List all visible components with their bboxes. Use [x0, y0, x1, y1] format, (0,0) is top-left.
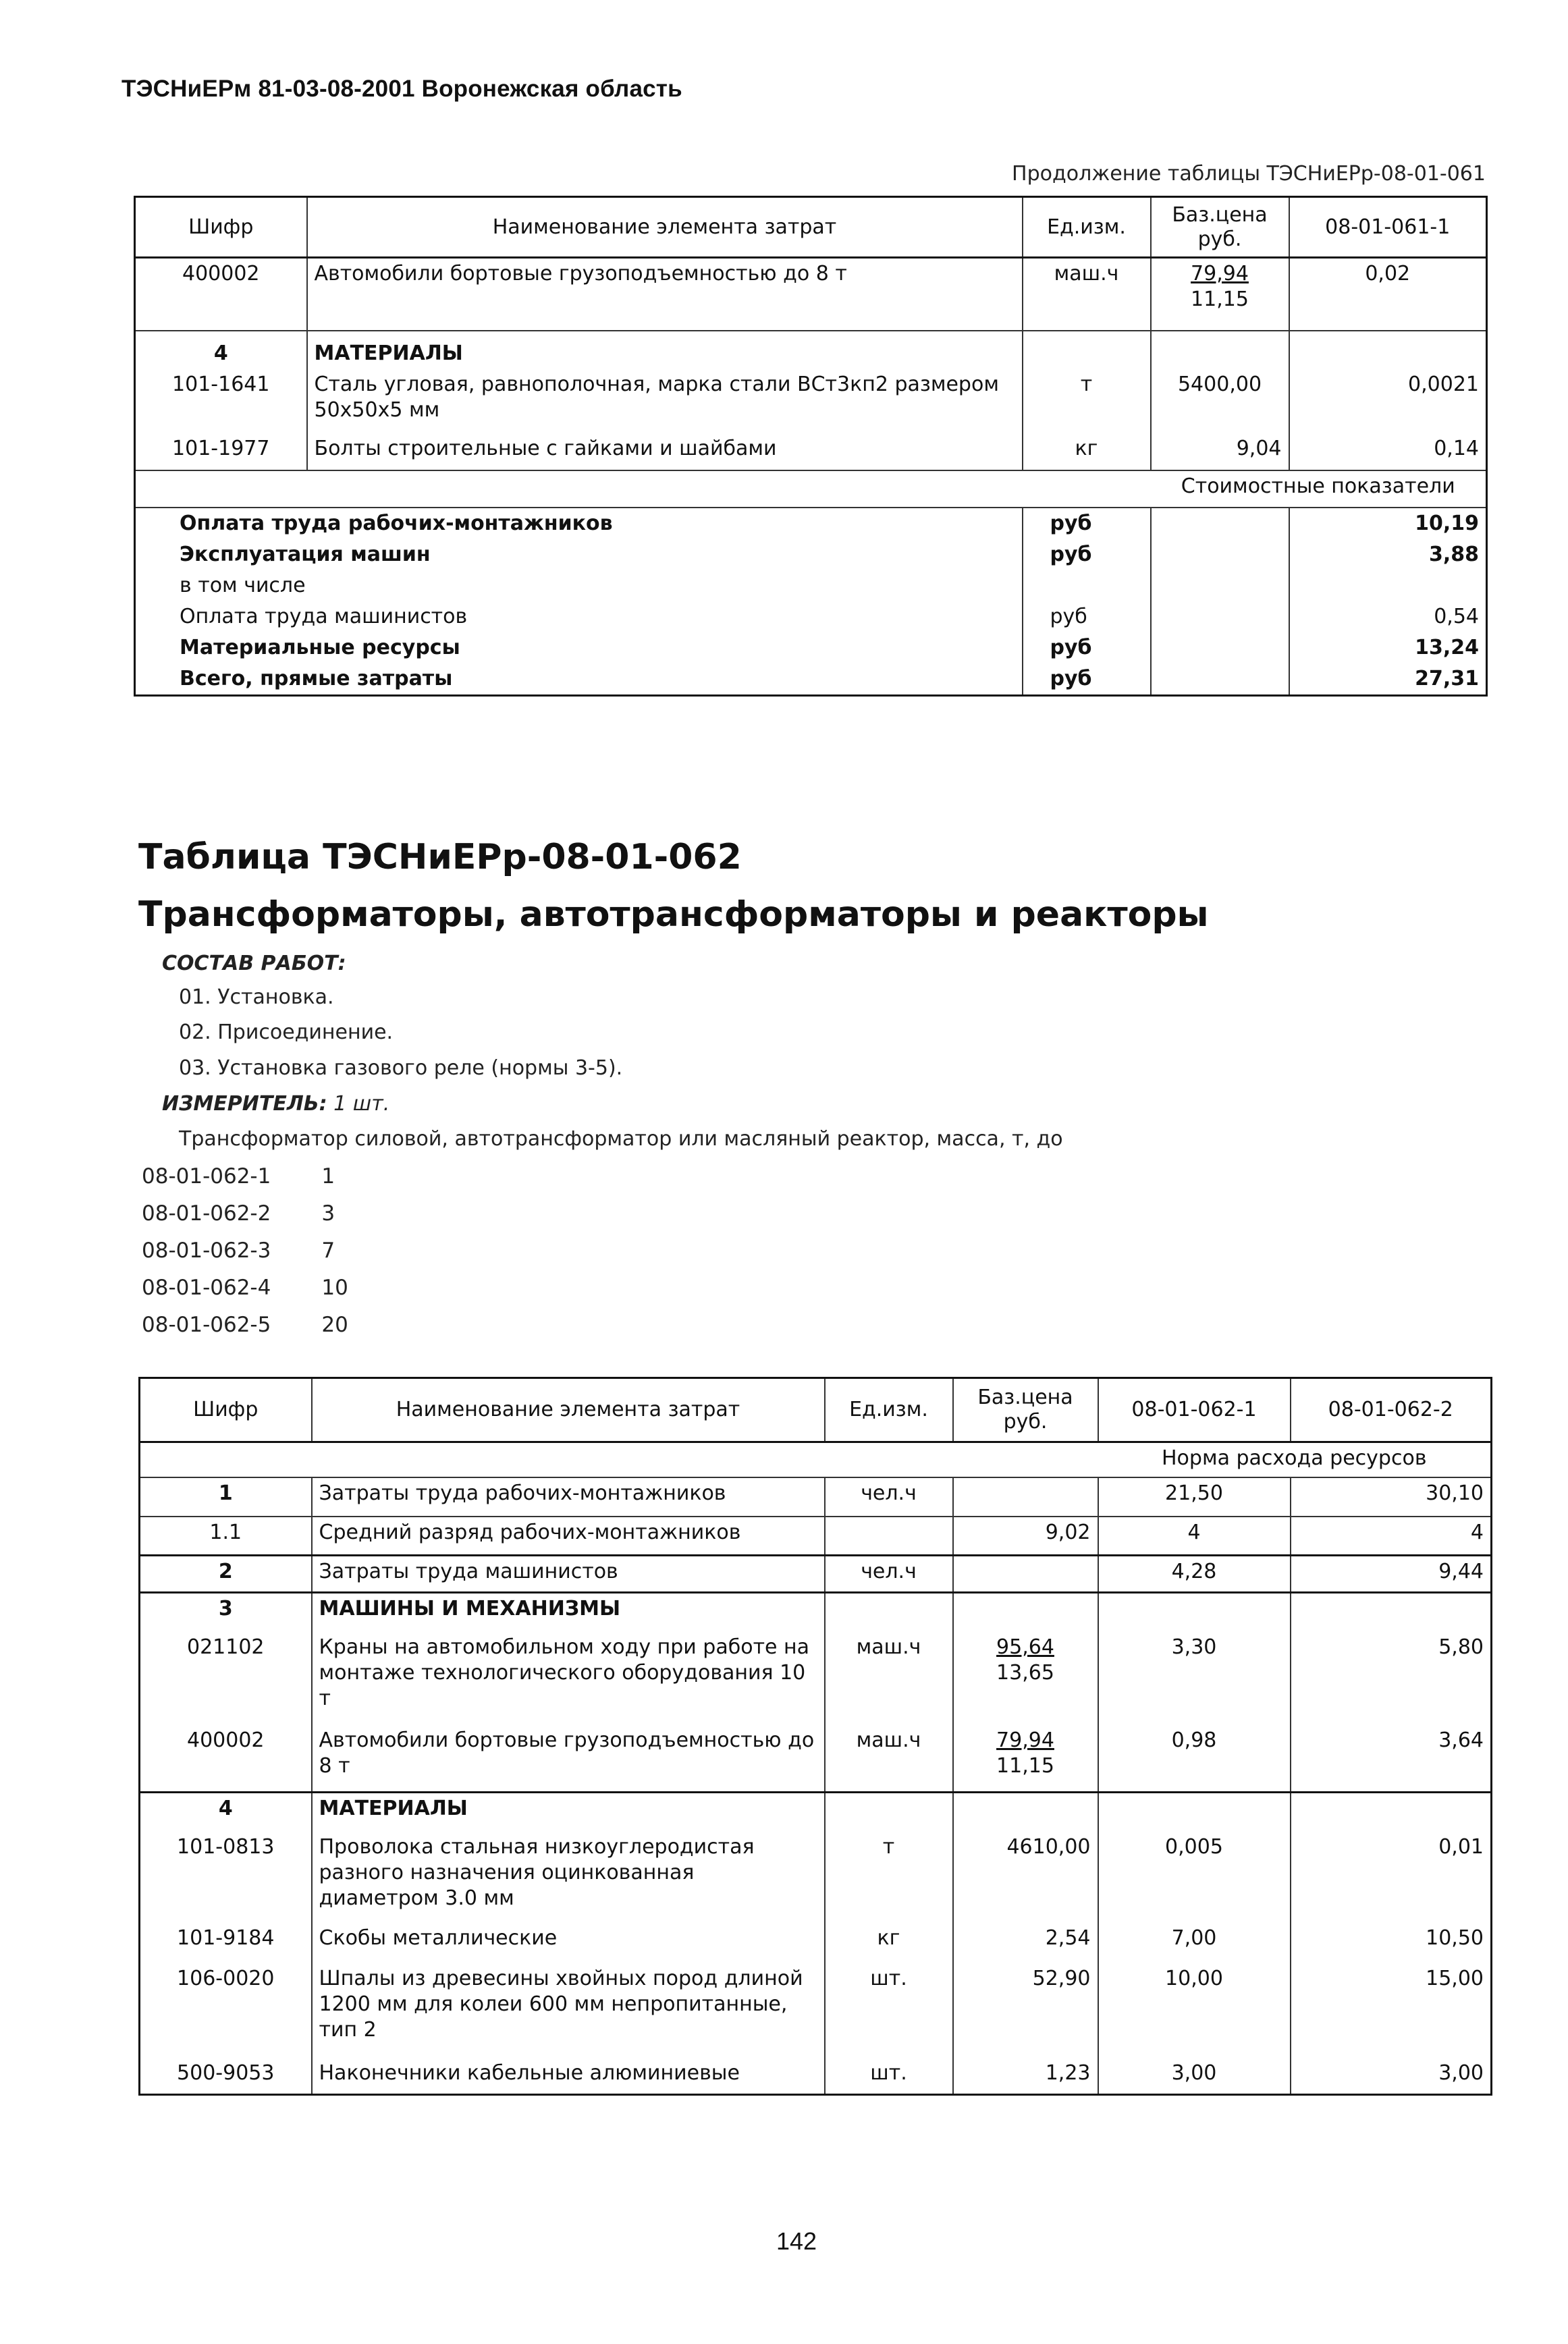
- norm-code: 08-01-062-3: [142, 1238, 271, 1263]
- row-code: 2: [218, 1560, 233, 1583]
- summary-value: 3,88: [1289, 539, 1487, 570]
- list-item: [142, 1313, 362, 1350]
- norm-description: Трансформатор силовой, автотрансформатор или масляный реактор, масса, т, до: [179, 1127, 1063, 1151]
- section-code: 4: [218, 1797, 233, 1820]
- col-name-header: Наименование элемента затрат: [307, 197, 1023, 258]
- cost-indicators-header: Стоимостные показатели: [1181, 474, 1455, 498]
- price-primary: 79,94: [1191, 262, 1249, 285]
- list-item: [142, 1201, 362, 1238]
- row-value: 0,14: [1289, 433, 1487, 470]
- summary-unit: руб: [1023, 632, 1151, 663]
- price-secondary: 11,15: [996, 1753, 1054, 1778]
- summary-label: Оплата труда рабочих-монтажников: [180, 511, 613, 535]
- row-value-1: 21,50: [1098, 1477, 1291, 1517]
- row-value: 0,02: [1289, 258, 1487, 331]
- row-code: 021102: [186, 1635, 265, 1659]
- price-primary: 79,94: [996, 1728, 1054, 1752]
- row-code: 500-9053: [177, 2061, 275, 2085]
- row-price: 9,04: [1151, 433, 1289, 470]
- row-price: 4610,00: [953, 1832, 1098, 1923]
- row-code: 101-1977: [172, 436, 270, 460]
- work-item: 03. Установка газового реле (нормы 3-5).: [179, 1056, 623, 1080]
- summary-label: Оплата труда машинистов: [180, 604, 468, 628]
- norm-codes-list: [142, 1164, 362, 1350]
- table-row: [135, 258, 1487, 331]
- row-price: [1151, 258, 1289, 331]
- norm-mass: 10: [321, 1276, 348, 1300]
- section-title: МАТЕРИАЛЫ: [307, 331, 1023, 369]
- table-row: [140, 1963, 1492, 2058]
- row-price: 9,02: [953, 1517, 1098, 1556]
- row-value-1: 0,98: [1098, 1725, 1291, 1793]
- row-name: Затраты труда машинистов: [312, 1556, 825, 1593]
- row-value-2: 4: [1291, 1517, 1492, 1556]
- row-name: Автомобили бортовые грузоподъемностью до 8 т: [312, 1725, 825, 1793]
- row-code: 400002: [182, 262, 260, 285]
- norm-code: 08-01-062-5: [142, 1313, 271, 1337]
- summary-value: 0,54: [1289, 601, 1487, 632]
- summary-row: [135, 508, 1487, 539]
- row-price: 1,23: [953, 2058, 1098, 2095]
- norm-code: 08-01-062-4: [142, 1276, 271, 1300]
- summary-label: Всего, прямые затраты: [180, 666, 453, 690]
- summary-unit: руб: [1023, 539, 1151, 570]
- list-item: [142, 1164, 362, 1201]
- row-price: 2,54: [953, 1923, 1098, 1963]
- meter-value: 1 шт.: [333, 1092, 390, 1116]
- col-norm-header: 08-01-061-1: [1289, 197, 1487, 258]
- row-price: 52,90: [953, 1963, 1098, 2058]
- row-name: Средний разряд рабочих-монтажников: [312, 1517, 825, 1556]
- section-row-materials: [135, 331, 1487, 369]
- row-value-1: 4,28: [1098, 1556, 1291, 1593]
- summary-value: 27,31: [1289, 663, 1487, 696]
- summary-value: 10,19: [1289, 508, 1487, 539]
- list-item: [142, 1276, 362, 1313]
- norm-header-row: [140, 1442, 1492, 1477]
- meter-label: ИЗМЕРИТЕЛЬ:: [162, 1092, 327, 1116]
- work-item: 01. Установка.: [179, 985, 334, 1009]
- row-price: 5400,00: [1151, 369, 1289, 433]
- row-value-2: 30,10: [1291, 1477, 1492, 1517]
- summary-label: в том числе: [180, 573, 306, 597]
- document-header: ТЭСНиЕРм 81-03-08-2001 Воронежская область: [121, 76, 682, 102]
- section-row-machines: [140, 1593, 1492, 1632]
- section-row-materials: [140, 1793, 1492, 1832]
- summary-row: [135, 632, 1487, 663]
- row-value-1: 10,00: [1098, 1963, 1291, 2058]
- table-row: [135, 433, 1487, 470]
- row-name: Затраты труда рабочих-монтажников: [312, 1477, 825, 1517]
- col-name-header: Наименование элемента затрат: [312, 1378, 825, 1442]
- price-primary: 95,64: [996, 1635, 1054, 1659]
- row-value-2: 3,64: [1291, 1725, 1492, 1793]
- norm-mass: 1: [321, 1164, 335, 1189]
- row-unit: маш.ч: [1023, 258, 1151, 331]
- row-value-2: 10,50: [1291, 1923, 1492, 1963]
- row-value-2: 0,01: [1291, 1832, 1492, 1923]
- row-name: Проволока стальная низкоуглеродистая разного назначения оцинкованная диаметром 3.0 мм: [312, 1832, 825, 1923]
- summary-unit: руб: [1023, 601, 1151, 632]
- table-row: [140, 1923, 1492, 1963]
- summary-unit: руб: [1023, 508, 1151, 539]
- table-title: Таблица ТЭСНиЕРр-08-01-062: [138, 837, 742, 877]
- norm-code: 08-01-062-1: [142, 1164, 271, 1189]
- section-code: 3: [218, 1597, 233, 1620]
- table-062: [138, 1377, 1492, 2096]
- row-name: Автомобили бортовые грузоподъемностью до 8 т: [307, 258, 1023, 331]
- summary-row: [135, 601, 1487, 632]
- norm-mass: 20: [321, 1313, 348, 1337]
- price-secondary: 11,15: [1191, 288, 1249, 311]
- summary-row: [135, 570, 1487, 601]
- section-title: Трансформаторы, автотрансформаторы и реакторы: [138, 894, 1209, 935]
- row-code: 1: [218, 1481, 233, 1505]
- row-value-1: 7,00: [1098, 1923, 1291, 1963]
- row-name: Скобы металлические: [312, 1923, 825, 1963]
- row-unit: маш.ч: [825, 1632, 953, 1725]
- row-code: 101-9184: [177, 1926, 275, 1950]
- row-name: Наконечники кабельные алюминиевые: [312, 2058, 825, 2095]
- row-unit: чел.ч: [825, 1477, 953, 1517]
- row-code: 101-0813: [177, 1834, 275, 1859]
- table-header-row: [140, 1378, 1492, 1442]
- norm-header: Норма расхода ресурсов: [1161, 1446, 1427, 1470]
- col-price-header: Баз.цена руб.: [953, 1378, 1098, 1442]
- section-code: 4: [213, 341, 228, 365]
- row-name: Шпалы из древесины хвойных пород длиной 1200 мм для колеи 600 мм непропитанные, тип 2: [312, 1963, 825, 2058]
- row-value: 0,0021: [1289, 369, 1487, 433]
- section-title: МАШИНЫ И МЕХАНИЗМЫ: [312, 1593, 825, 1632]
- col-unit-header: Ед.изм.: [825, 1378, 953, 1442]
- row-value-1: 4: [1098, 1517, 1291, 1556]
- table-061-continuation: [134, 196, 1488, 697]
- norm-code: 08-01-062-2: [142, 1201, 271, 1226]
- work-item: 02. Присоединение.: [179, 1020, 394, 1044]
- row-name: Болты строительные с гайками и шайбами: [307, 433, 1023, 470]
- row-value-2: 3,00: [1291, 2058, 1492, 2095]
- row-name: Краны на автомобильном ходу при работе на монтаже технологического оборудования 10 т: [312, 1632, 825, 1725]
- table-continuation-caption: Продолжение таблицы ТЭСНиЕРр-08-01-061: [1012, 162, 1486, 186]
- row-unit: чел.ч: [825, 1556, 953, 1593]
- row-name: Сталь угловая, равнополочная, марка стали ВСт3кп2 размером 50х50х5 мм: [307, 369, 1023, 433]
- table-row: [140, 1832, 1492, 1923]
- section-title: МАТЕРИАЛЫ: [312, 1793, 825, 1832]
- table-row: [135, 369, 1487, 433]
- table-row: [140, 1725, 1492, 1793]
- table-row: [140, 1556, 1492, 1593]
- summary-row: [135, 539, 1487, 570]
- row-unit: маш.ч: [825, 1725, 953, 1793]
- price-secondary: 13,65: [996, 1660, 1054, 1685]
- row-code: 106-0020: [177, 1966, 275, 1990]
- row-value-2: 15,00: [1291, 1963, 1492, 2058]
- row-unit: шт.: [825, 2058, 953, 2095]
- norm-mass: 3: [321, 1201, 335, 1226]
- col-code-header: Шифр: [188, 215, 254, 239]
- row-value-1: 3,00: [1098, 2058, 1291, 2095]
- row-price: [953, 1725, 1098, 1793]
- row-price: [953, 1632, 1098, 1725]
- row-unit: кг: [1023, 433, 1151, 470]
- table-row: [140, 1632, 1492, 1725]
- row-value-1: 3,30: [1098, 1632, 1291, 1725]
- col-norm2-header: 08-01-062-2: [1291, 1378, 1492, 1442]
- row-unit: кг: [825, 1923, 953, 1963]
- list-item: [142, 1238, 362, 1276]
- meter-line: [162, 1092, 389, 1116]
- summary-unit: руб: [1023, 663, 1151, 696]
- row-unit: т: [825, 1832, 953, 1923]
- work-composition-label: СОСТАВ РАБОТ:: [162, 952, 346, 975]
- table-row: [140, 2058, 1492, 2095]
- summary-label: Материальные ресурсы: [180, 635, 460, 659]
- table-row: [140, 1517, 1492, 1556]
- col-code-header: Шифр: [193, 1398, 259, 1421]
- col-norm1-header: 08-01-062-1: [1098, 1378, 1291, 1442]
- row-unit: т: [1023, 369, 1151, 433]
- row-value-1: 0,005: [1098, 1832, 1291, 1923]
- row-code: 101-1641: [172, 372, 270, 396]
- cost-indicators-header-row: [135, 470, 1487, 508]
- table-row: [140, 1477, 1492, 1517]
- table-header-row: [135, 197, 1487, 258]
- row-code: 400002: [186, 1728, 265, 1752]
- summary-row: [135, 663, 1487, 696]
- page-number: 142: [776, 2227, 817, 2255]
- row-value-2: 5,80: [1291, 1632, 1492, 1725]
- col-unit-header: Ед.изм.: [1023, 197, 1151, 258]
- row-unit: шт.: [825, 1963, 953, 2058]
- norm-mass: 7: [321, 1238, 335, 1263]
- row-code: 1.1: [209, 1520, 242, 1544]
- row-value-2: 9,44: [1291, 1556, 1492, 1593]
- summary-label: Эксплуатация машин: [180, 542, 431, 566]
- summary-value: 13,24: [1289, 632, 1487, 663]
- col-price-header: Баз.цена руб.: [1151, 197, 1289, 258]
